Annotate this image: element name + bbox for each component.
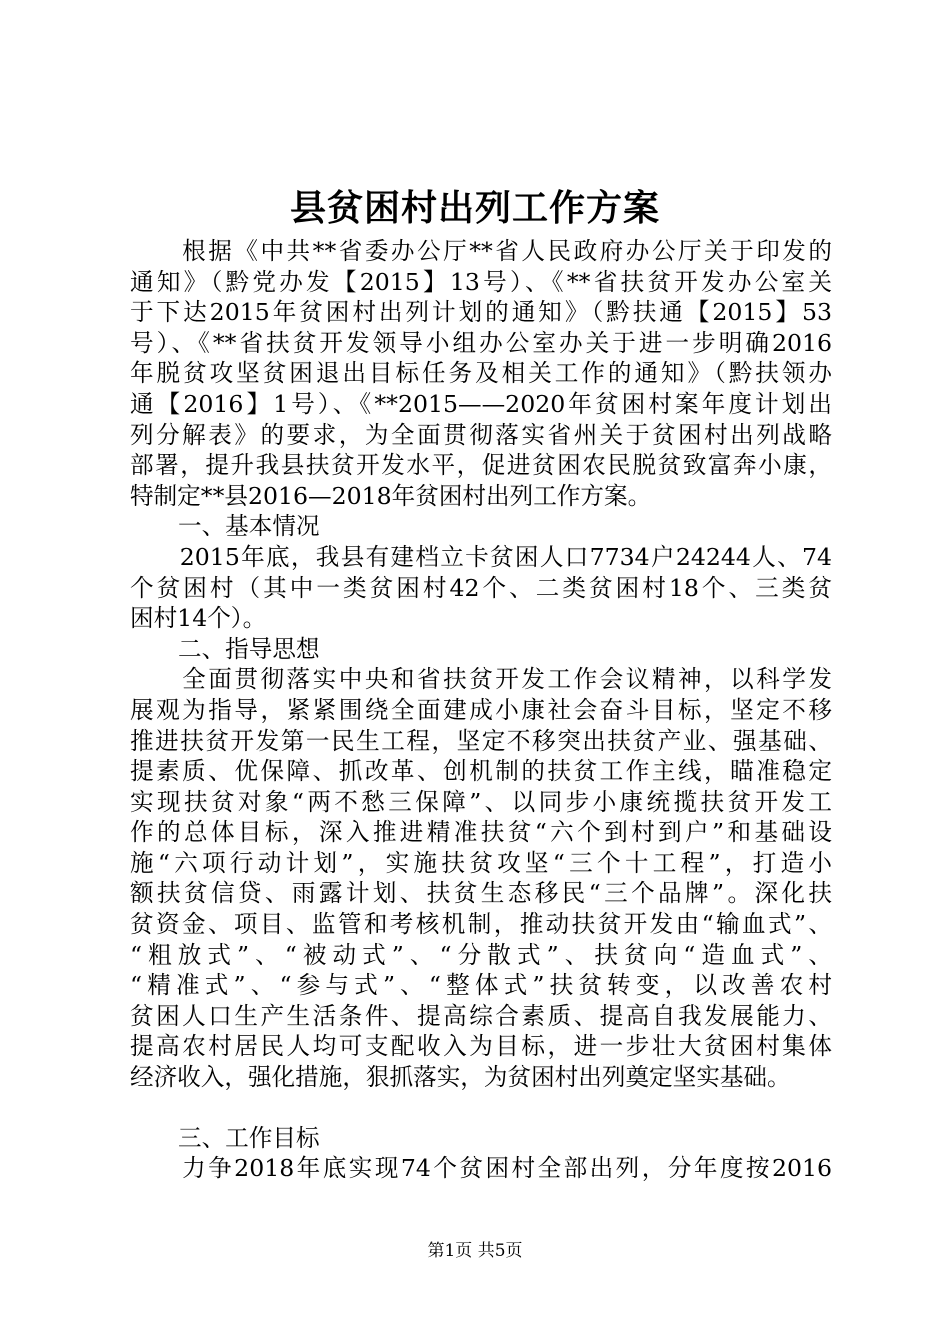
text-line: 列分解表》的要求，为全面贯彻落实省州关于贫困村出列战略 <box>130 420 832 449</box>
section-heading-guidance: 二、指导思想 <box>178 634 320 663</box>
document-body <box>130 236 832 1184</box>
blank-line <box>130 1093 832 1123</box>
text-line: 经济收入，强化措施，狠抓落实，为贫困村出列奠定坚实基础。 <box>130 1063 791 1092</box>
text-line: 困村14个）。 <box>130 604 267 633</box>
page-footer: 第1页 共5页 <box>427 1241 523 1261</box>
text-line: 全面贯彻落实中央和省扶贫开发工作会议精神，以科学发 <box>130 665 832 694</box>
paragraph-guidance <box>130 664 832 1092</box>
text-line: 展观为指导，紧紧围绕全面建成小康社会奋斗目标，坚定不移 <box>130 695 832 724</box>
text-line: 作的总体目标，深入推进精准扶贫“六个到村到户”和基础设 <box>130 818 832 847</box>
text-line: 个贫困村（其中一类贫困村42个、二类贫困村18个、三类贫 <box>130 573 832 602</box>
text-line: 于下达2015年贫困村出列计划的通知》（黔扶通【2015】53 <box>130 298 832 327</box>
paragraph-basic <box>130 542 832 634</box>
section-heading-goals: 三、工作目标 <box>178 1123 320 1152</box>
text-line: “精准式”、“参与式”、“整体式”扶贫转变，以改善农村 <box>130 971 832 1000</box>
text-line: 部署，提升我县扶贫开发水平，促进贫困农民脱贫致富奔小康， <box>130 451 832 480</box>
text-line: 额扶贫信贷、雨露计划、扶贫生态移民“三个品牌”。深化扶 <box>130 879 832 908</box>
paragraph-intro <box>130 236 832 511</box>
text-line: 根据《中共**省委办公厅**省人民政府办公厅关于印发的 <box>130 237 832 265</box>
text-line: “粗放式”、“被动式”、“分散式”、扶贫向“造血式”、 <box>130 940 832 969</box>
text-line: 贫资金、项目、监管和考核机制，推动扶贫开发由“输血式”、 <box>130 910 832 939</box>
section-heading-basic: 一、基本情况 <box>178 512 320 541</box>
text-line: 通知》（黔党办发【2015】13号）、《**省扶贫开发办公室关 <box>130 267 832 296</box>
document-title: 县贫困村出列工作方案 <box>289 187 660 229</box>
text-line: 号）、《**省扶贫开发领导小组办公室办关于进一步明确2016 <box>130 328 832 357</box>
paragraph-goals <box>130 1153 832 1184</box>
text-line: 提高农村居民人均可支配收入为目标，进一步壮大贫困村集体 <box>130 1032 832 1061</box>
text-line: 提素质、优保障、抓改革、创机制的扶贫工作主线，瞄准稳定 <box>130 757 832 786</box>
text-line: 施“六项行动计划”，实施扶贫攻坚“三个十工程”，打造小 <box>130 848 832 877</box>
text-line: 贫困人口生产生活条件、提高综合素质、提高自我发展能力、 <box>130 1001 832 1030</box>
text-line: 实现扶贫对象“两不愁三保障”、以同步小康统揽扶贫开发工 <box>130 787 832 816</box>
text-line: 力争2018年底实现74个贫困村全部出列，分年度按2016 <box>130 1154 832 1183</box>
text-line: 2015年底，我县有建档立卡贫困人口7734户24244人、74 <box>130 542 832 571</box>
text-line: 年脱贫攻坚贫困退出目标任务及相关工作的通知》（黔扶领办 <box>130 359 832 388</box>
text-line: 特制定**县2016—2018年贫困村出列工作方案。 <box>130 481 652 510</box>
text-line: 推进扶贫开发第一民生工程，坚定不移突出扶贫产业、强基础、 <box>130 726 832 755</box>
text-line: 通【2016】1号）、《**2015——2020年贫困村案年度计划出 <box>130 389 832 418</box>
